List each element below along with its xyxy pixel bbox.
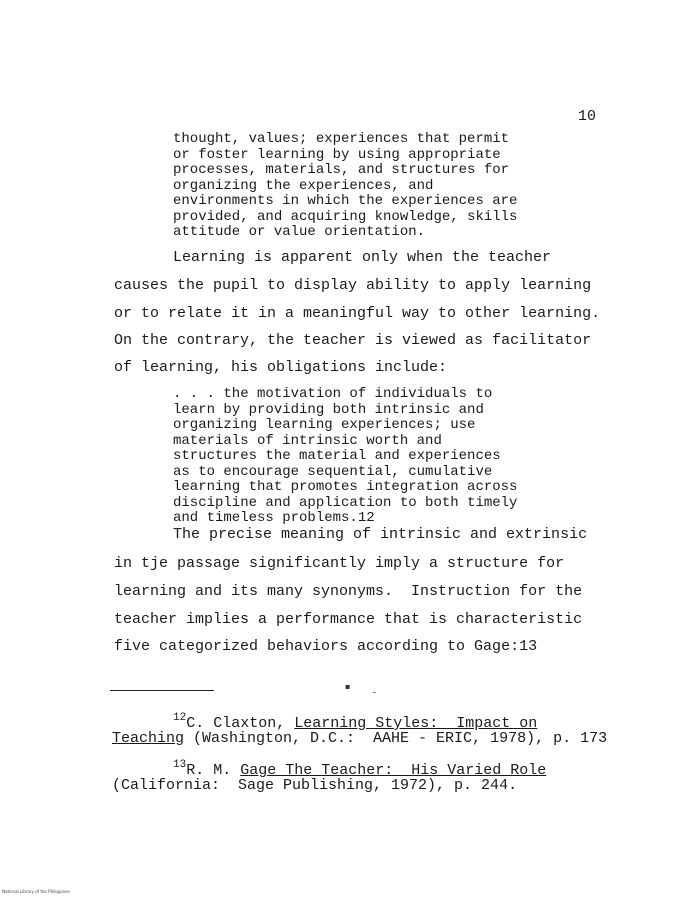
quote-line: attitude or value orientation. — [173, 224, 426, 240]
quote-line: learn by providing both intrinsic and — [173, 401, 484, 418]
quote-line: learning that promotes integration across — [173, 479, 518, 495]
body-line-text: five categorized behaviors according to Gage: — [114, 638, 520, 655]
quote-line — [173, 511, 517, 527]
footnote-reference: 13 — [519, 638, 538, 655]
quote-line: organizing learning experiences; use — [173, 417, 476, 433]
footnote-publication: (California: Sage Publishing, 1972), p. 244. — [112, 777, 518, 794]
footnote-13-line-1 — [173, 759, 546, 779]
footnote-title: Learning Styles: Impact on — [294, 715, 538, 732]
footnote-reference: 12 — [357, 510, 375, 526]
scan-speck: ˜ — [372, 692, 377, 702]
body-line: in tje passage significantly imply a structure for — [114, 555, 565, 572]
body-line: of learning, his obligations include: — [114, 359, 448, 376]
quote-line: discipline and application to both timely — [173, 494, 518, 511]
quote-line-text: and timeless problems. — [173, 510, 358, 526]
body-line — [114, 638, 537, 655]
quote-line: organizing the experiences, and — [173, 177, 434, 194]
footer-stamp: National Library of the Philippines — [2, 889, 70, 894]
quote-line: processes, materials, and structures for — [173, 162, 510, 178]
body-line: or to relate it in a meaningful way to other learning. — [114, 305, 601, 322]
quote-line: thought, values; experiences that permit — [173, 131, 510, 147]
scan-speck: ▪ — [345, 682, 351, 691]
quote-line: structures the material and experiences — [173, 448, 501, 464]
footnote-13-line-2 — [112, 777, 517, 794]
body-line: Learning is apparent only when the teacher — [173, 249, 552, 266]
footnote-12-line-1 — [173, 712, 537, 732]
footnote-number: 13 — [173, 759, 187, 771]
quote-line: environments in which the experiences are — [173, 193, 518, 209]
page-number: 10 — [578, 108, 597, 125]
quote-line: as to encourage sequential, cumulative — [173, 463, 493, 480]
footnote-publication: (Washington, D.C.: AAHE - ERIC, 1978), p. 173 — [184, 730, 608, 747]
quote-line: materials of intrinsic worth and — [173, 432, 442, 449]
footnote-number: 12 — [173, 712, 187, 724]
block-quote-1 — [173, 132, 517, 241]
body-line: The precise meaning of intrinsic and extrinsic — [173, 526, 588, 543]
footnote-12-line-2 — [112, 730, 607, 747]
footnote-author: R. M. — [186, 762, 241, 779]
body-line: teacher implies a performance that is characteristic — [114, 611, 583, 628]
footnote-author: C. Claxton, — [186, 715, 295, 732]
body-line: causes the pupil to display ability to apply learning — [114, 277, 592, 294]
block-quote-2 — [173, 387, 517, 527]
quote-line: provided, and acquiring knowledge, skills — [173, 208, 518, 225]
footnote-title-continued: Teaching — [112, 730, 185, 747]
quote-line: . . . the motivation of individuals to — [173, 386, 493, 402]
footnote-title: Gage The Teacher: His Varied Role — [240, 762, 547, 779]
body-line: On the contrary, the teacher is viewed as facilitator — [114, 332, 592, 349]
footnote-rule — [110, 690, 214, 691]
quote-line: or foster learning by using appropriate — [173, 146, 501, 163]
body-line: learning and its many synonyms. Instruction for the — [114, 583, 583, 600]
